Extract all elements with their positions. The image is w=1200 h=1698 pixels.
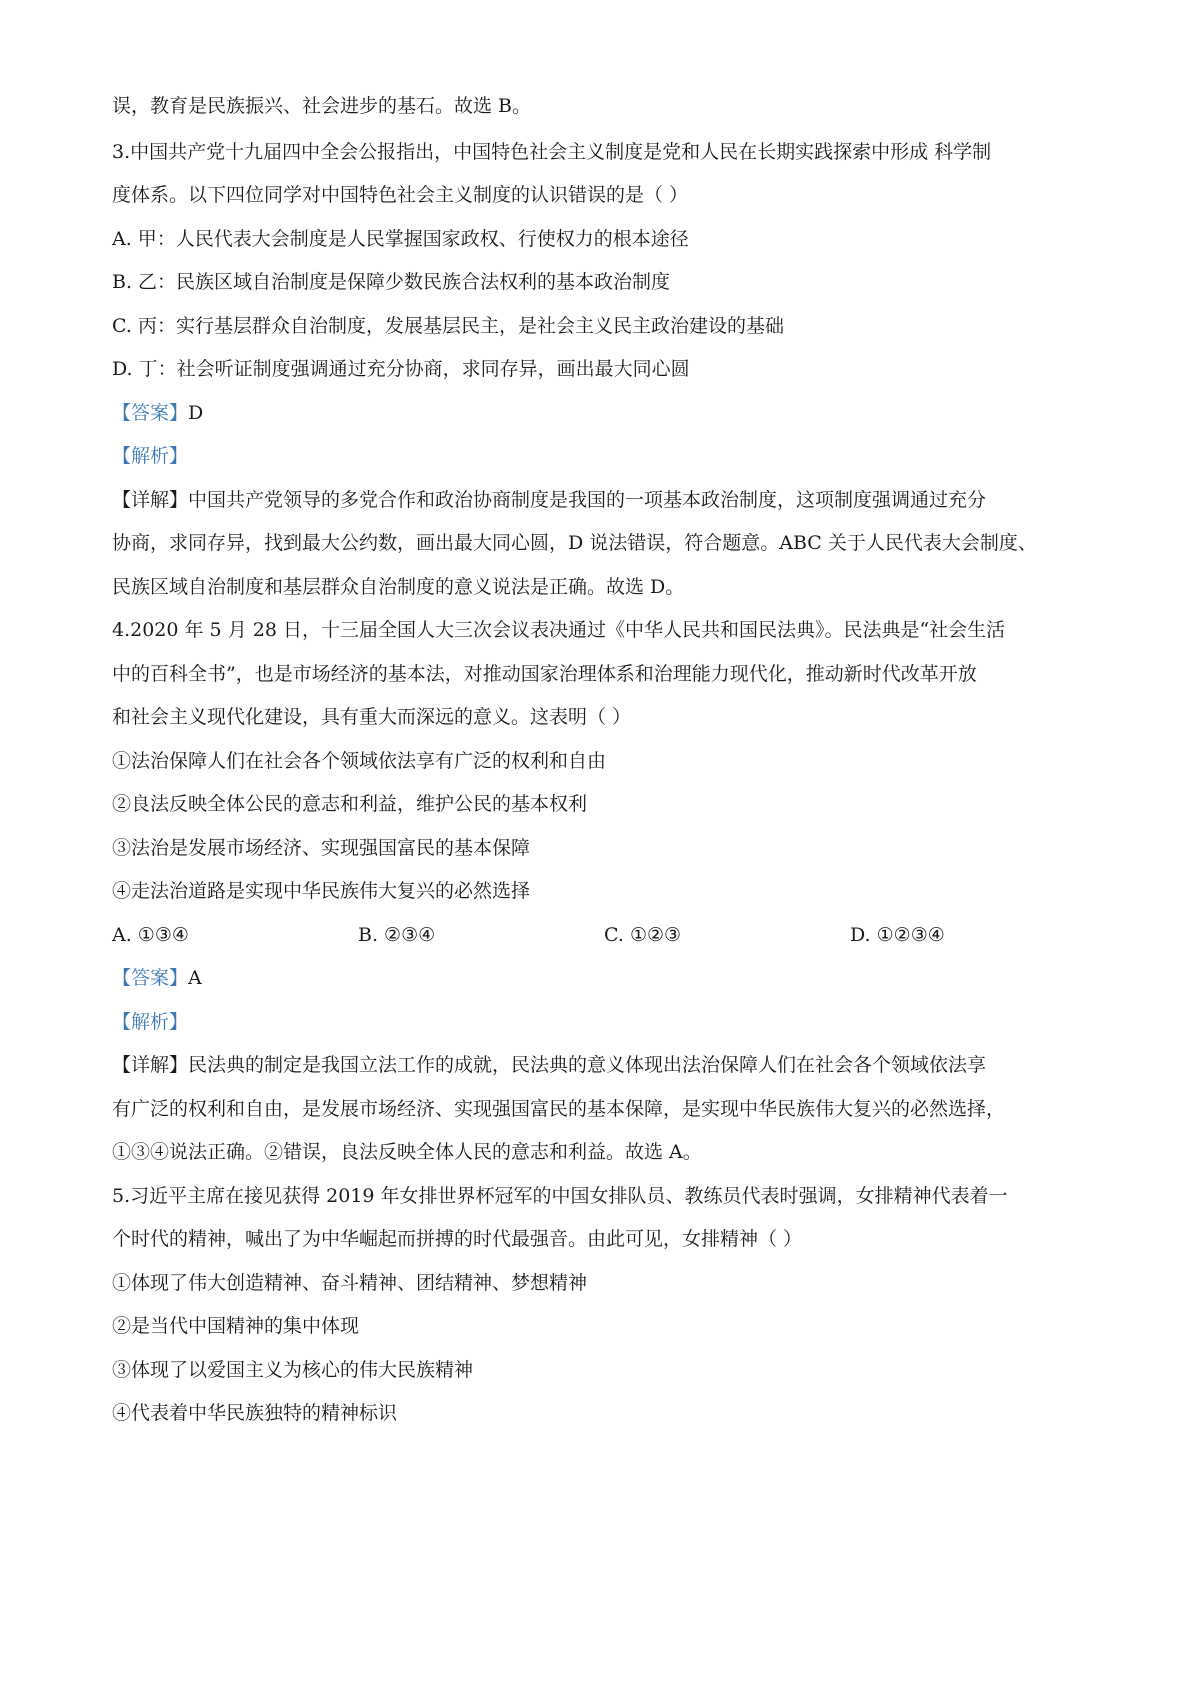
answer-value: D [188,402,204,424]
q3-stem-line-2: 度体系。以下四位同学对中国特色社会主义制度的认识错误的是（ ） [112,184,689,206]
answer-label: 【答案】 [112,402,189,424]
q4-item-2: ②良法反映全体公民的意志和利益，维护公民的基本权利 [112,793,588,815]
q5-item-4: ④代表着中华民族独特的精神标识 [112,1402,398,1424]
q4-item-1: ①法治保障人们在社会各个领域依法享有广泛的权利和自由 [112,750,607,772]
q3-detail-line-3: 民族区域自治制度和基层群众自治制度的意义说法是正确。故选 D。 [112,576,685,598]
q3-option-c: C. 丙：实行基层群众自治制度，发展基层民主，是社会主义民主政治建设的基础 [112,315,784,337]
q3-analysis-label: 【解析】 [112,445,189,467]
q4-answer [112,965,202,991]
q3-option-b: B. 乙：民族区域自治制度是保障少数民族合法权利的基本政治制度 [112,271,671,293]
q5-stem-line-2: 个时代的精神，喊出了为中华崛起而拼搏的时代最强音。由此可见，女排精神（ ） [112,1228,803,1250]
q4-item-3: ③法治是发展市场经济、实现强国富民的基本保障 [112,837,531,859]
q3-detail-line-2: 协商，求同存异，找到最大公约数，画出最大同心圆，D 说法错误，符合题意。ABC 关于人民代表大会制度、 [112,532,1037,554]
q4-option-c: C. ①②③ [604,924,682,946]
q4-detail-line-3: ①③④说法正确。②错误，良法反映全体人民的意志和利益。故选 A。 [112,1141,702,1163]
q5-stem-line-1: 5.习近平主席在接见获得 2019 年女排世界杯冠军的中国女排队员、教练员代表时强调，女排精神代表着一 [112,1185,1008,1207]
q4-option-b: B. ②③④ [358,924,436,946]
q4-analysis-label: 【解析】 [112,1011,189,1033]
q4-stem-line-2: 中的百科全书”，也是市场经济的基本法，对推动国家治理体系和治理能力现代化，推动新时代改革开放 [112,663,977,685]
q4-stem-line-3: 和社会主义现代化建设，具有重大而深远的意义。这表明（ ） [112,706,632,728]
q4-detail-line-2: 有广泛的权利和自由，是发展市场经济、实现强国富民的基本保障，是实现中华民族伟大复兴的必然选择， [112,1098,1006,1120]
answer-label: 【答案】 [112,967,189,989]
q4-stem-line-1: 4.2020 年 5 月 28 日，十三届全国人大三次会议表决通过《中华人民共和国民法典》。民法典是“社会生活 [112,619,1006,641]
q4-item-4: ④走法治道路是实现中华民族伟大复兴的必然选择 [112,880,531,902]
q5-item-3: ③体现了以爱国主义为核心的伟大民族精神 [112,1359,474,1381]
q5-item-1: ①体现了伟大创造精神、奋斗精神、团结精神、梦想精神 [112,1272,588,1294]
q4-option-d: D. ①②③④ [850,924,945,946]
q3-stem-line-1: 3.中国共产党十九届四中全会公报指出，中国特色社会主义制度是党和人民在长期实践探索中形成 科学制 [112,141,992,163]
q3-option-a: A. 甲：人民代表大会制度是人民掌握国家政权、行使权力的根本途径 [112,228,689,250]
q3-answer [112,400,203,426]
q4-detail-line-1: 【详解】民法典的制定是我国立法工作的成就，民法典的意义体现出法治保障人们在社会各个领域依法享 [112,1054,987,1076]
q5-item-2: ②是当代中国精神的集中体现 [112,1315,360,1337]
answer-value: A [188,967,202,989]
q3-detail-line-1: 【详解】中国共产党领导的多党合作和政治协商制度是我国的一项基本政治制度，这项制度强调通过充分 [112,489,987,511]
q4-option-a: A. ①③④ [112,924,189,946]
q2-explanation-tail: 误，教育是民族振兴、社会进步的基石。故选 B。 [112,95,532,117]
q3-option-d: D. 丁：社会听证制度强调通过充分协商，求同存异，画出最大同心圆 [112,358,690,380]
